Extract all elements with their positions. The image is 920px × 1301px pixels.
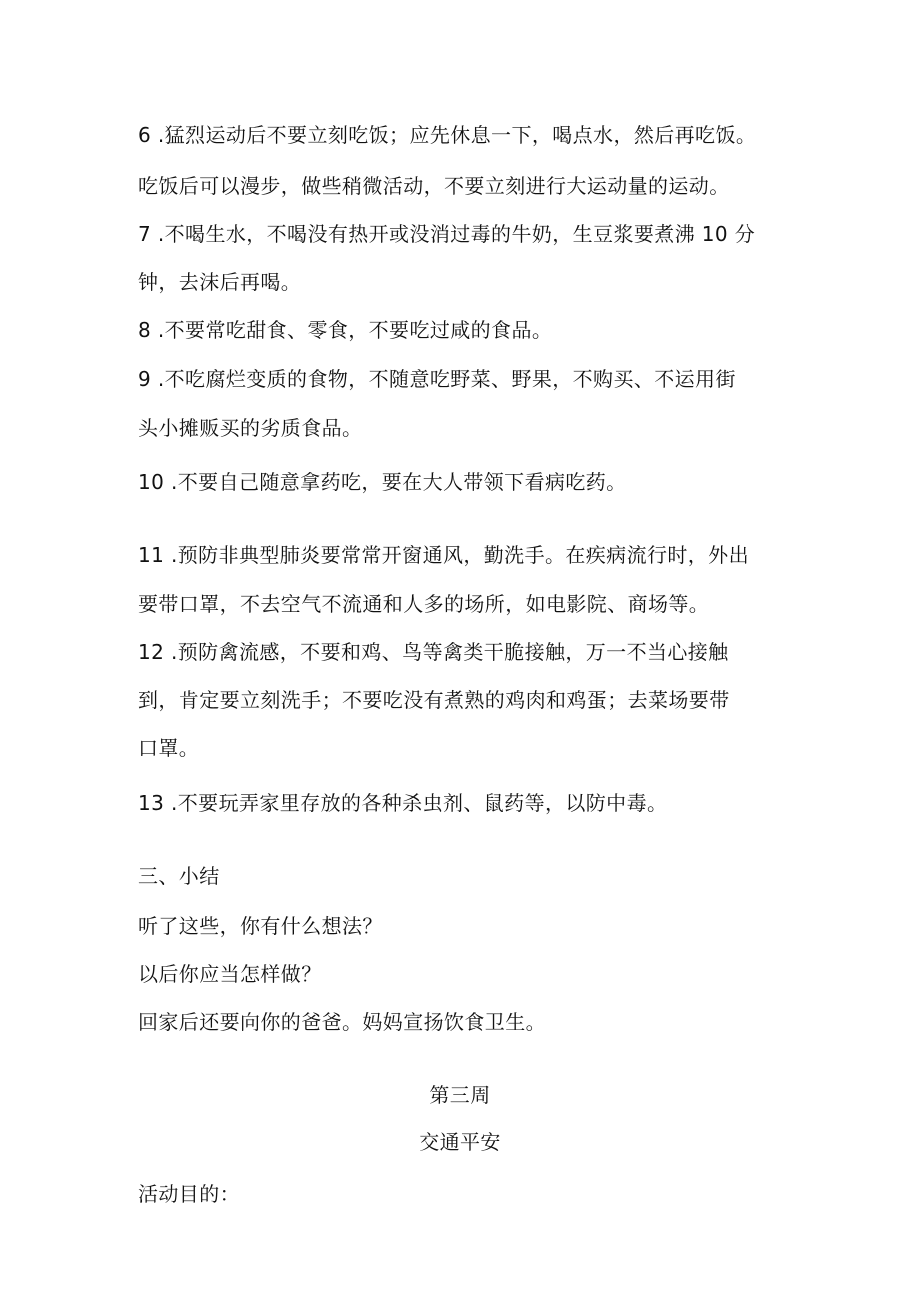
summary-line-3: 回家后还要向你的爸爸。妈妈宣扬饮食卫生。	[138, 1010, 546, 1034]
summary-heading: 三、小结	[138, 864, 220, 888]
item-13-line-1: 13 .不要玩弄家里存放的各种杀虫剂、鼠药等，以防中毒。	[138, 791, 668, 815]
item-9-line-2: 头小摊贩买的劣质食品。	[138, 416, 363, 440]
item-7-line-1: 7 .不喝生水，不喝没有热开或没消过毒的牛奶，生豆浆要煮沸 10 分	[138, 222, 756, 246]
summary-line-2: 以后你应当怎样做？	[138, 962, 322, 986]
item-6-line-2: 吃饭后可以漫步，做些稍微活动，不要立刻进行大运动量的运动。	[138, 174, 730, 198]
item-12-line-3: 口罩。	[138, 736, 200, 760]
item-10-line-1: 10 .不要自己随意拿药吃，要在大人带领下看病吃药。	[138, 470, 627, 494]
item-6-line-1: 6 .猛烈运动后不要立刻吃饭；应先休息一下，喝点水，然后再吃饭。	[138, 123, 757, 147]
item-11-line-1: 11 .预防非典型肺炎要常常开窗通风，勤洗手。在疾病流行时，外出	[138, 543, 749, 567]
summary-line-1: 听了这些，你有什么想法？	[138, 914, 383, 938]
week-heading: 第三周	[429, 1083, 491, 1107]
section-title: 交通平安	[419, 1130, 501, 1154]
item-12-line-1: 12 .预防禽流感，不要和鸡、鸟等禽类干脆接触，万一不当心接触	[138, 640, 729, 664]
item-12-line-2: 到，肯定要立刻洗手；不要吃没有煮熟的鸡肉和鸡蛋；去菜场要带	[138, 688, 730, 712]
item-7-line-2: 钟，去沫后再喝。	[138, 270, 302, 294]
item-11-line-2: 要带口罩，不去空气不流通和人多的场所，如电影院、商场等。	[138, 592, 710, 616]
activity-goal-label: 活动目的：	[138, 1182, 240, 1206]
item-9-line-1: 9 .不吃腐烂变质的食物，不随意吃野菜、野果，不购买、不运用街	[138, 367, 736, 391]
item-8-line-1: 8 .不要常吃甜食、零食，不要吃过咸的食品。	[138, 318, 553, 342]
